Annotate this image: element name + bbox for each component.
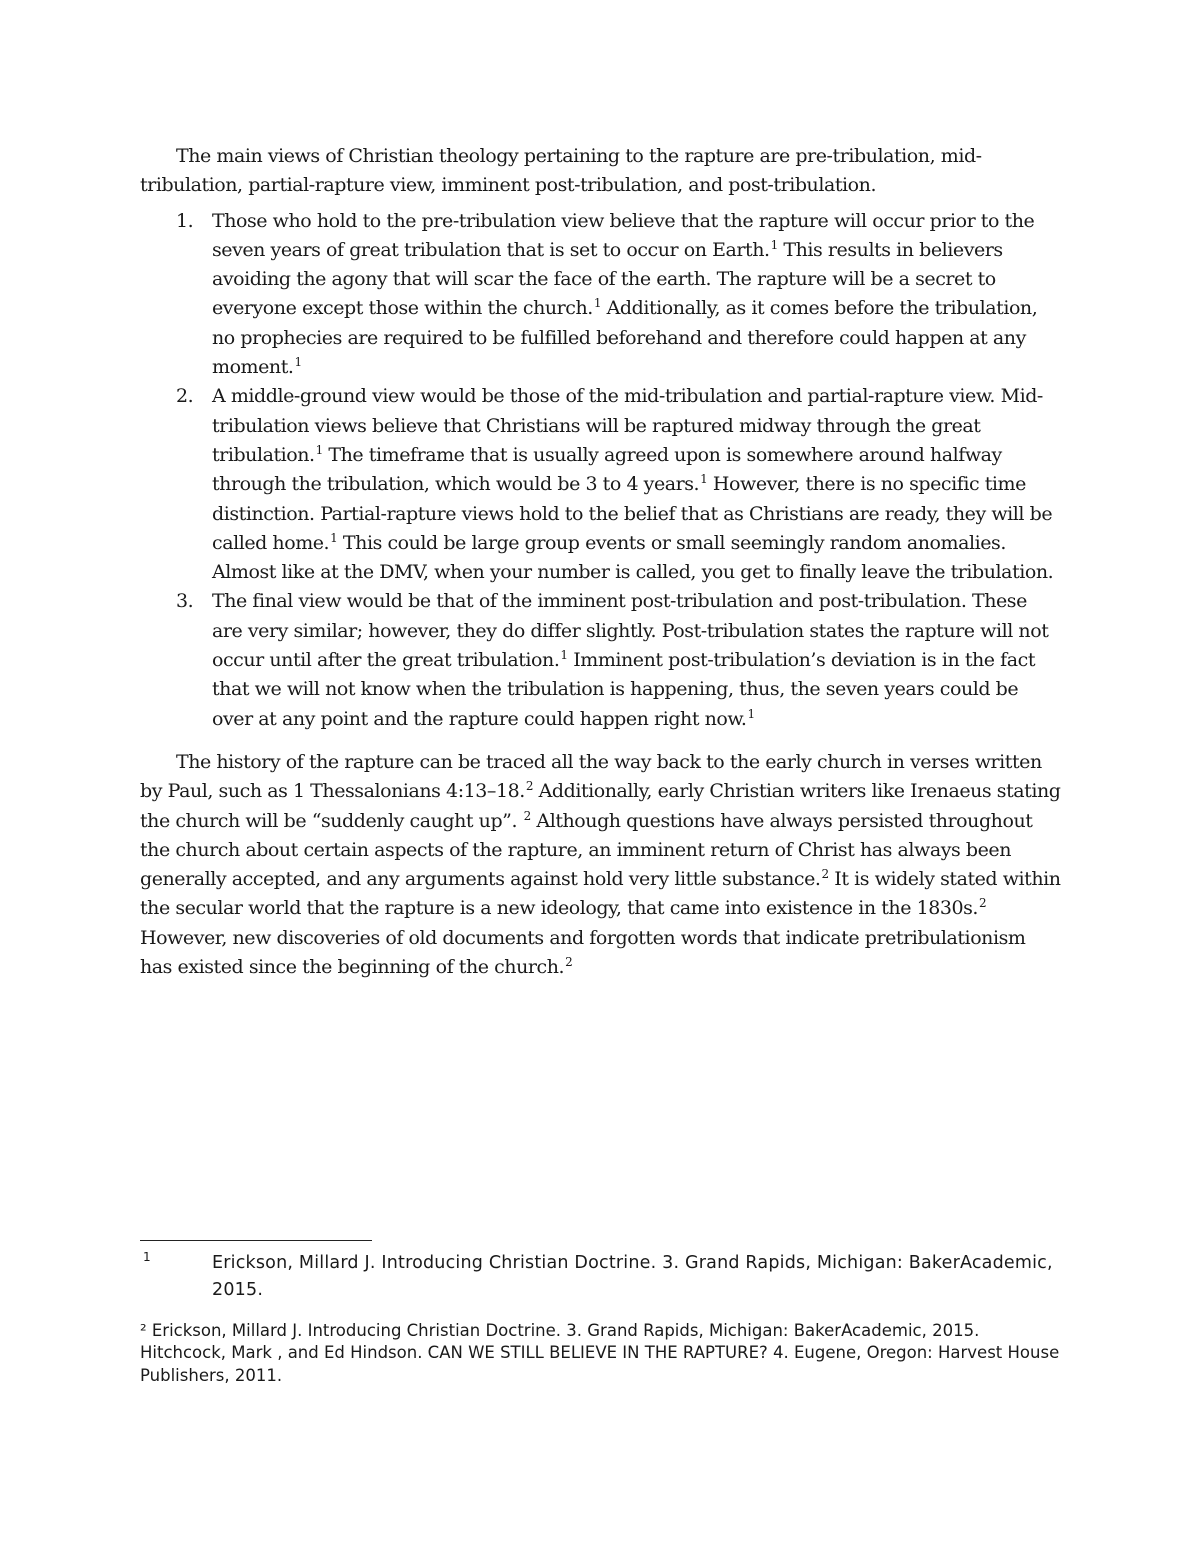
list-text: The final view would be that of the imminent post-tribulation and post-tribulation. These are very similar; however, they do differ slightly. Post-tribulation states the rapture will not occur until after the great tribulation. bbox=[212, 590, 1049, 672]
history-paragraph bbox=[140, 748, 1062, 982]
history-text: However, new discoveries of old documents and forgotten words that indicate pretribulationism has existed since the beginning of the church. bbox=[140, 926, 1026, 979]
list-text: Those who hold to the pre-tribulation view believe that the rapture will occur prior to the seven years of great tribulation that is set to occur on Earth. bbox=[212, 209, 1035, 261]
views-list bbox=[140, 207, 1062, 734]
footnote-mark: 1 bbox=[143, 1250, 151, 1264]
footnote-text: Erickson, Millard J. Introducing Christian Doctrine. 3. Grand Rapids, Michigan: BakerAcademic, 2015. bbox=[212, 1253, 1053, 1300]
footnote-ref[interactable]: 1 bbox=[294, 355, 302, 370]
list-item bbox=[140, 382, 1062, 587]
list-text: This could be large group events or small seemingly random anomalies. Almost like at the DMV, when your number is called, you get to finally leave the tribulation. bbox=[212, 531, 1054, 584]
history-text: Additionally, early Christian writers like Irenaeus stating the church will be “suddenly caught up”. bbox=[140, 780, 1061, 832]
list-text: Additionally, as it comes before the tribulation, no prophecies are required to be fulfilled beforehand and therefore could happen at any moment. bbox=[212, 297, 1038, 379]
footnote-ref[interactable]: 2 bbox=[525, 779, 534, 794]
list-number: 1. bbox=[176, 209, 194, 232]
footnote-text: Hitchcock, Mark , and Ed Hindson. CAN WE STILL BELIEVE IN THE RAPTURE? 4. Eugene, Oregon: Harvest House Publishers, 2011. bbox=[140, 1343, 1060, 1385]
list-text: Imminent post-tribulation’s deviation is in the fact that we will not know when the tribulation is happening, thus, the seven years could be over at any point and the rapture could happen right now. bbox=[212, 649, 1036, 730]
list-item bbox=[140, 587, 1062, 733]
footnote-ref[interactable]: 1 bbox=[330, 530, 338, 545]
footnote-ref[interactable]: 2 bbox=[523, 808, 531, 823]
history-text: The history of the rapture can be traced all the way back to the early church in verses written by Paul, such as 1 Thessalonians 4:13–18. bbox=[140, 750, 1042, 803]
list-text: A middle-ground view would be those of the mid-tribulation and partial-rapture view. Mid-tribulation views believe that Christians will be raptured midway through the great tribulation. bbox=[212, 385, 1043, 466]
footnote-ref[interactable]: 1 bbox=[315, 442, 323, 457]
footnote-ref[interactable]: 1 bbox=[593, 296, 602, 311]
list-text: However, there is no specific time distinction. Partial-rapture views hold to the belief that as Christians are ready, they will be called home. bbox=[212, 473, 1053, 554]
history-text: Although questions have always persisted throughout the church about certain aspects of the rapture, an imminent return of Christ has always been generally accepted, and any arguments against hold very little substance. bbox=[140, 809, 1033, 891]
list-item bbox=[140, 207, 1062, 383]
history-text: It is widely stated within the secular world that the rapture is a new ideology, that came into existence in the 1830s. bbox=[140, 868, 1061, 920]
footnote-1 bbox=[140, 1250, 1060, 1304]
footnote-ref[interactable]: 2 bbox=[821, 867, 829, 882]
list-text: This results in believers avoiding the agony that will scar the face of the earth. The rapture will be a secret to everyone except those within the church. bbox=[212, 238, 1003, 320]
footnote-ref[interactable]: 1 bbox=[770, 237, 778, 252]
footnote-separator bbox=[140, 1240, 372, 1241]
footnote-2 bbox=[140, 1320, 1060, 1387]
footnote-ref[interactable]: 1 bbox=[747, 706, 755, 721]
intro-paragraph: The main views of Christian theology pertaining to the rapture are pre-tribulation, mid-tribulation, partial-rapture view, imminent post-tribulation, and post-tribulation. bbox=[140, 145, 982, 197]
footnote-text: ² Erickson, Millard J. Introducing Christian Doctrine. 3. Grand Rapids, Michigan: BakerAcademic, 2015. bbox=[140, 1321, 980, 1340]
list-text: The timeframe that is usually agreed upon is somewhere around halfway through the tribulation, which would be 3 to 4 years. bbox=[212, 443, 1002, 496]
footnote-ref[interactable]: 1 bbox=[700, 472, 708, 487]
footnote-ref[interactable]: 2 bbox=[565, 955, 573, 970]
list-number: 3. bbox=[176, 590, 194, 613]
body-text bbox=[140, 142, 1062, 982]
footnote-ref[interactable]: 2 bbox=[979, 896, 987, 911]
list-number: 2. bbox=[176, 385, 194, 408]
footnote-ref[interactable]: 1 bbox=[560, 648, 568, 663]
